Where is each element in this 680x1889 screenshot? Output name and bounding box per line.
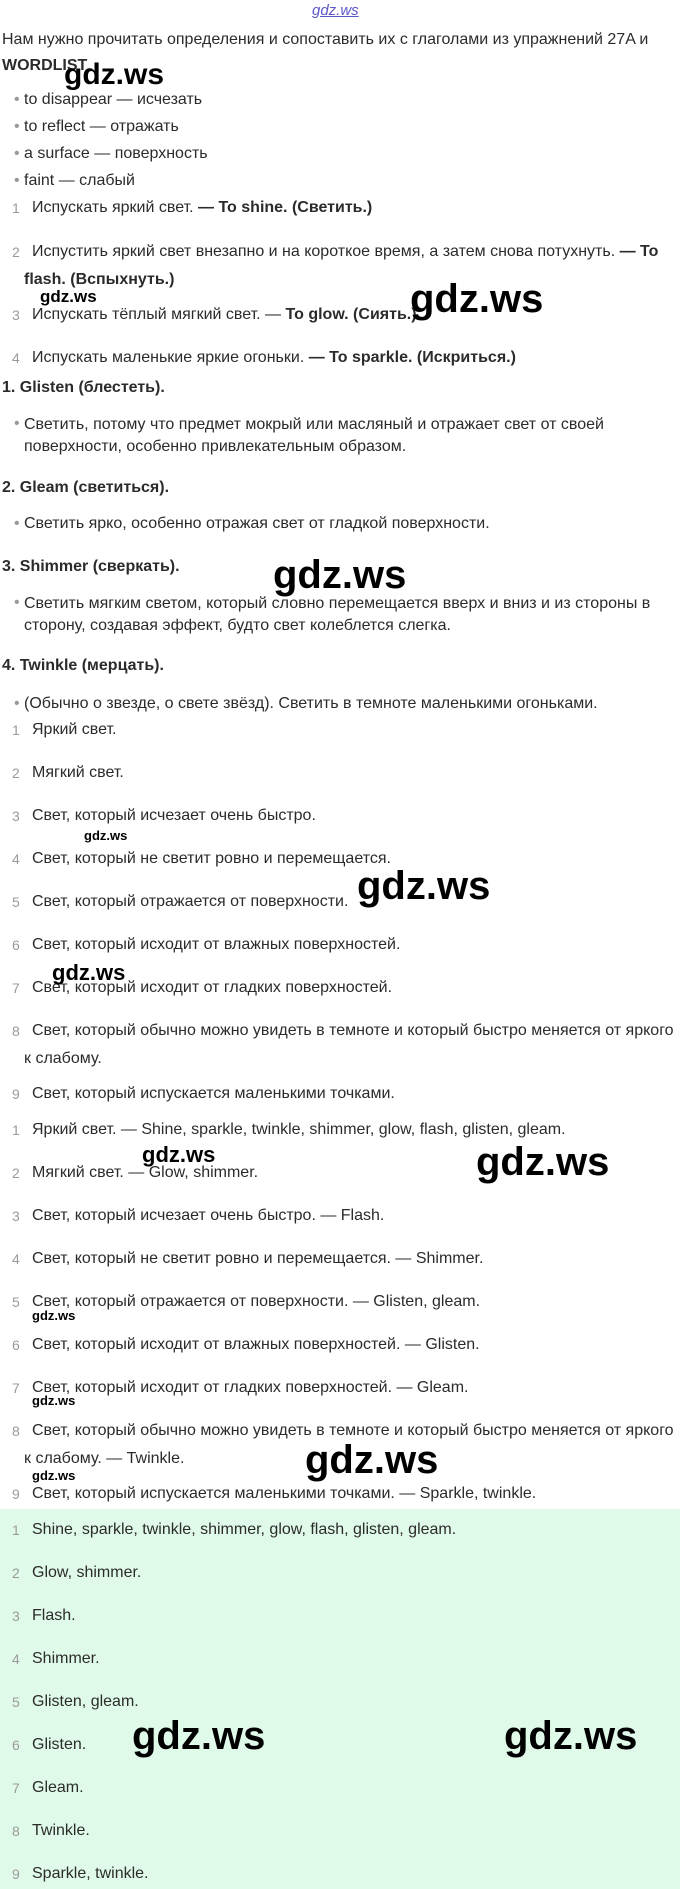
watermark: gdz.ws: [142, 1142, 216, 1167]
site-logo-link[interactable]: gdz.ws: [312, 2, 359, 19]
watermark: gdz.ws: [305, 1438, 439, 1482]
watermark: gdz.ws: [84, 828, 128, 843]
watermark: gdz.ws: [357, 864, 491, 908]
watermark: gdz.ws: [476, 1140, 610, 1184]
watermark: gdz.ws: [40, 287, 97, 306]
bullet-icon: •: [14, 695, 20, 712]
bullet-icon: •: [14, 172, 20, 189]
definition-heading: 3. Shimmer (сверкать).: [2, 558, 180, 575]
bullet-icon: •: [14, 145, 20, 162]
definition-heading: 1. Glisten (блестеть).: [2, 379, 165, 396]
watermark: gdz.ws: [273, 553, 407, 597]
bullet-icon: •: [14, 515, 20, 532]
watermark: gdz.ws: [410, 277, 544, 321]
watermark: gdz.ws: [64, 58, 165, 91]
bullet-icon: •: [14, 91, 20, 108]
watermark: gdz.ws: [32, 1308, 76, 1323]
watermark: gdz.ws: [132, 1714, 266, 1758]
definition-heading: 2. Gleam (светиться).: [2, 479, 170, 496]
wordlist-label: WORDLIST: [2, 57, 88, 74]
watermark: gdz.ws: [32, 1393, 76, 1408]
intro-text: Нам нужно прочитать определения и сопоставить их с глаголами из упражнений 27A и: [2, 31, 649, 48]
watermark: gdz.ws: [32, 1468, 76, 1483]
bullet-icon: •: [14, 118, 20, 135]
bullet-icon: •: [14, 594, 20, 611]
watermark: gdz.ws: [504, 1714, 638, 1758]
bullet-icon: •: [14, 415, 20, 432]
watermark: gdz.ws: [52, 960, 126, 985]
definition-heading: 4. Twinkle (мерцать).: [2, 657, 164, 674]
